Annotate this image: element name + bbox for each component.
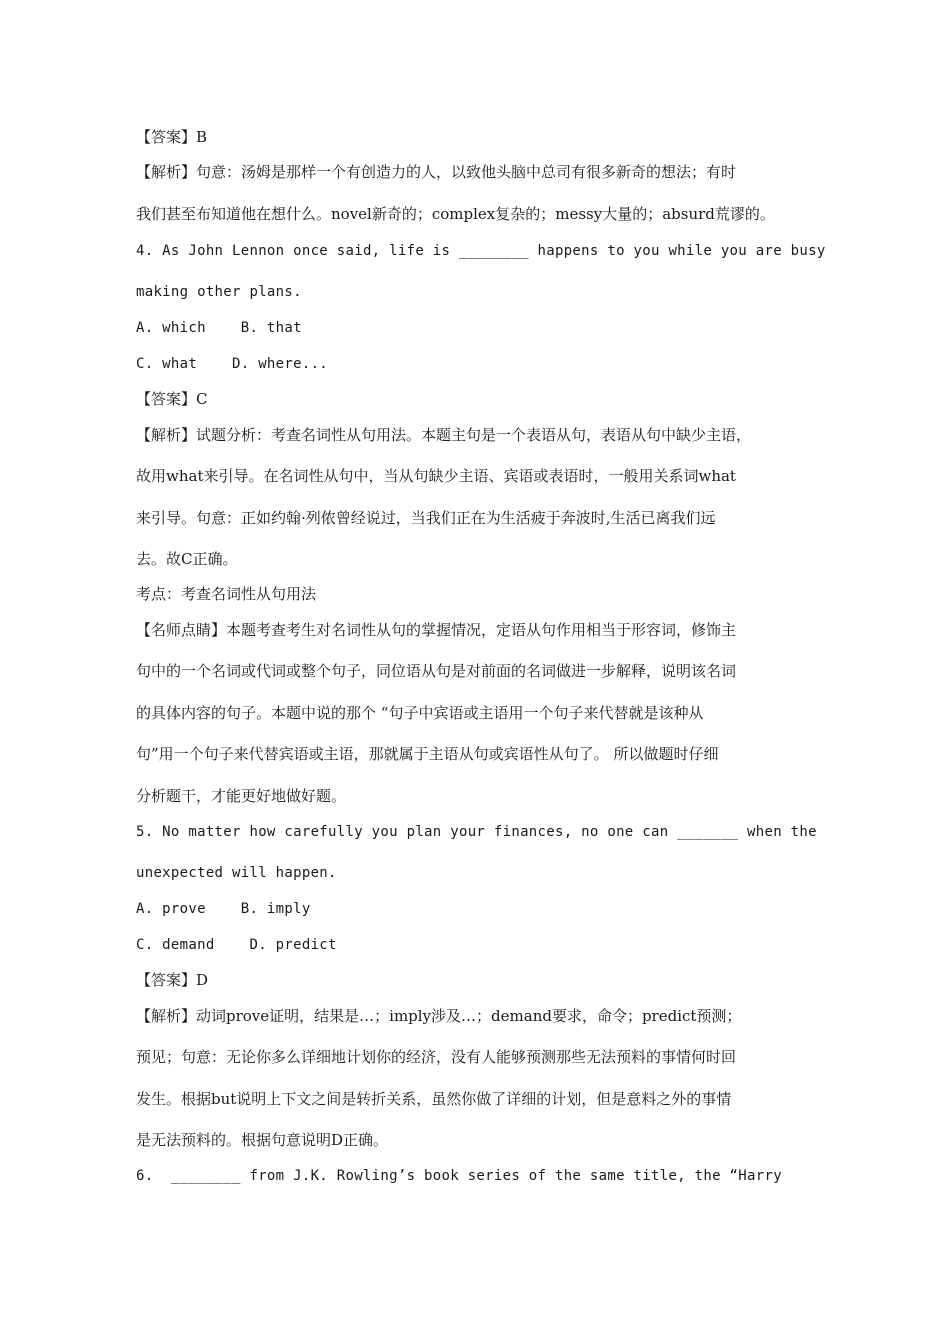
question-5-options: A. prove B. imply	[136, 901, 311, 917]
explanation-line: 故用what来引导。在名词性从句中，当从句缺少主语、宾语或表语时，一般用关系词what	[136, 467, 736, 485]
answer-label: 【答案】C	[136, 390, 208, 408]
teacher-note-line: 句中的一个名词或代词或整个句子，同位语从句是对前面的名词做进一步解释，说明该名词	[136, 662, 737, 680]
answer-label: 【答案】D	[136, 971, 209, 989]
explanation-line: 我们甚至布知道他在想什么。novel新奇的；complex复杂的；messy大量的；absurd荒谬的。	[136, 205, 775, 223]
teacher-note-line: 【名师点睛】本题考查考生对名词性从句的掌握情况，定语从句作用相当于形容词，修饰主	[136, 621, 737, 639]
teacher-note-line: 句”用一个句子来代替宾语或主语，那就属于主语从句或宾语性从句了。 所以做题时仔细	[136, 745, 719, 763]
question-5-stem: 5. No matter how carefully you plan your finances, no one can _______ when the	[136, 824, 817, 840]
explanation-line: 【解析】动词prove证明，结果是…；imply涉及…；demand要求，命令；predict预测；	[136, 1007, 742, 1025]
question-4-stem: making other plans.	[136, 284, 302, 300]
explanation-line: 【解析】试题分析：考查名词性从句用法。本题主句是一个表语从句，表语从句中缺少主语，	[136, 426, 752, 444]
answer-label: 【答案】B	[136, 128, 208, 146]
question-5-options: C. demand D. predict	[136, 937, 337, 953]
explanation-line: 预见；句意：无论你多么详细地计划你的经济，没有人能够预测那些无法预料的事情何时回	[136, 1048, 737, 1066]
teacher-note-line: 分析题干，才能更好地做好题。	[136, 787, 347, 805]
question-4-options: A. which B. that	[136, 320, 302, 336]
explanation-line: 来引导。句意：正如约翰·列侬曾经说过，当我们正在为生活疲于奔波时,生活已离我们远	[136, 509, 716, 527]
explanation-line: 【解析】句意：汤姆是那样一个有创造力的人，以致他头脑中总司有很多新奇的想法；有时	[136, 163, 737, 181]
explanation-line: 是无法预料的。根据句意说明D正确。	[136, 1131, 389, 1149]
question-4-stem: 4. As John Lennon once said, life is ________ happens to you while you are busy	[136, 243, 826, 259]
explanation-line: 发生。根据but说明上下文之间是转折关系，虽然你做了详细的计划，但是意料之外的事情	[136, 1090, 732, 1108]
explanation-line: 去。故C正确。	[136, 550, 238, 568]
teacher-note-line: 的具体内容的句子。本题中说的那个 “句子中宾语或主语用一个句子来代替就是该种从	[136, 704, 704, 722]
question-6-stem: 6. ________ from J.K. Rowling’s book series of the same title, the “Harry	[136, 1168, 782, 1184]
question-4-options: C. what D. where...	[136, 356, 329, 372]
test-point-line: 考点：考查名词性从句用法	[136, 585, 317, 603]
question-5-stem: unexpected will happen.	[136, 865, 337, 881]
